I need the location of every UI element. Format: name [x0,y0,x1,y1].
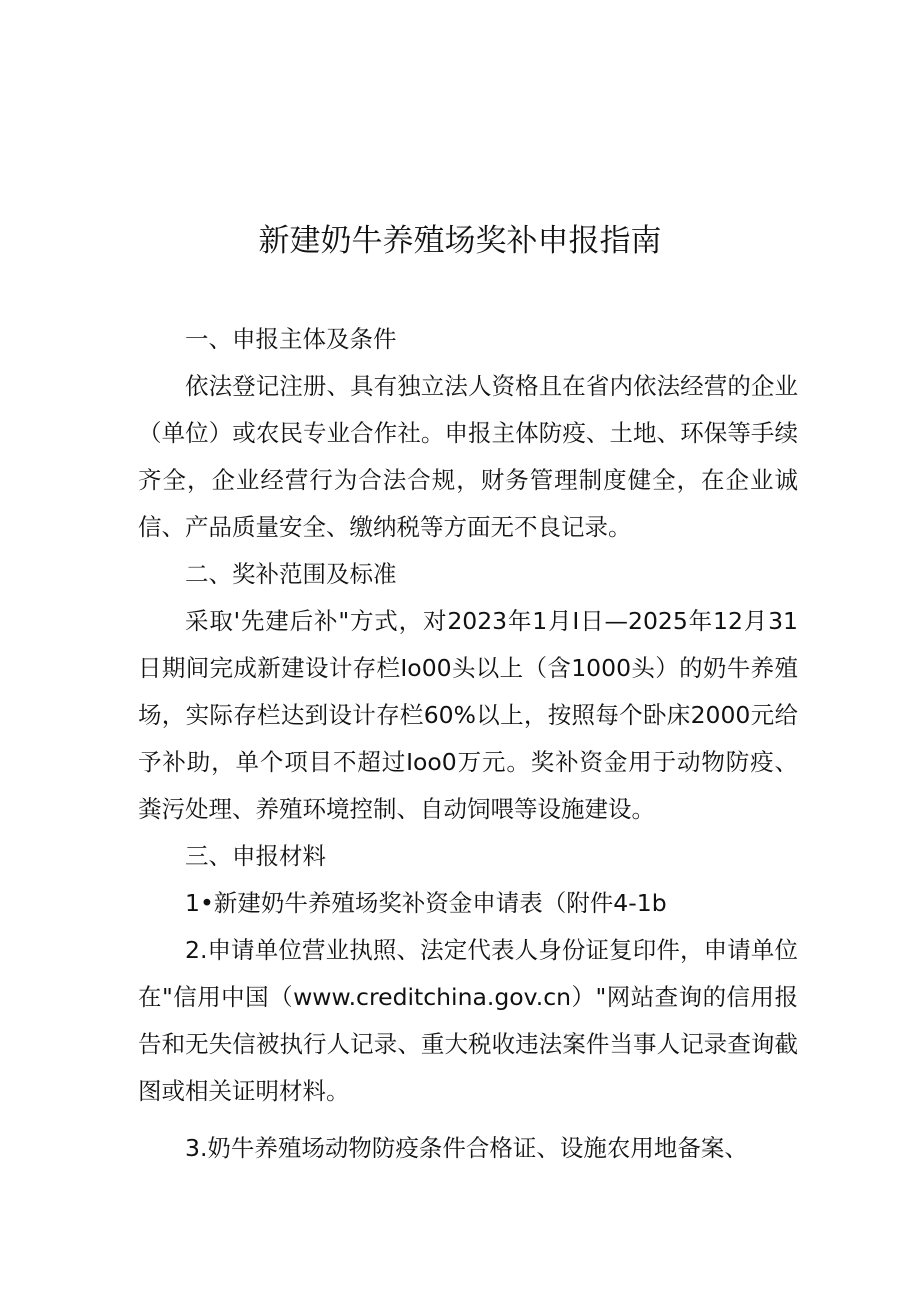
section-3-item-1: 1•新建奶牛养殖场奖补资金申请表（附件4-1b [185,889,667,917]
section-heading-2: 二、奖补范围及标准 [185,560,397,588]
section-heading-1: 一、申报主体及条件 [185,325,397,353]
section-heading-3: 三、申报材料 [185,842,326,870]
section-3-item-3: 3.奶牛养殖场动物防疫条件合格证、设施农用地备案、 [185,1134,748,1162]
document-title: 新建奶牛养殖场奖补申报指南 [258,223,662,259]
section-3-item-2: 2.申请单位营业执照、法定代表人身份证复印件，申请单位在"信用中国（www.creditchina.gov.cn）"网站查询的信用报告和无失信被执行人记录、重大税收违法案件当事人记录查询截图或相关证明材料。 [138,936,798,1105]
section-1-paragraph-1: 依法登记注册、具有独立法人资格且在省内依法经营的企业（单位）或农民专业合作社。申报主体防疫、土地、环保等手续齐全，企业经营行为合法合规，财务管理制度健全，在企业诚信、产品质量安全、缴纳税等方面无不良记录。 [138,372,798,541]
section-2-paragraph-1: 采取'先建后补"方式，对2023年1月I日—2025年12月31日期间完成新建设计存栏Io00头以上（含1000头）的奶牛养殖场，实际存栏达到设计存栏60%以上，按照每个卧床2000元给予补助，单个项目不超过Ioo0万元。奖补资金用于动物防疫、粪污处理、养殖环境控制、自动饲喂等设施建设。 [138,607,798,823]
document-body [138,316,798,1172]
